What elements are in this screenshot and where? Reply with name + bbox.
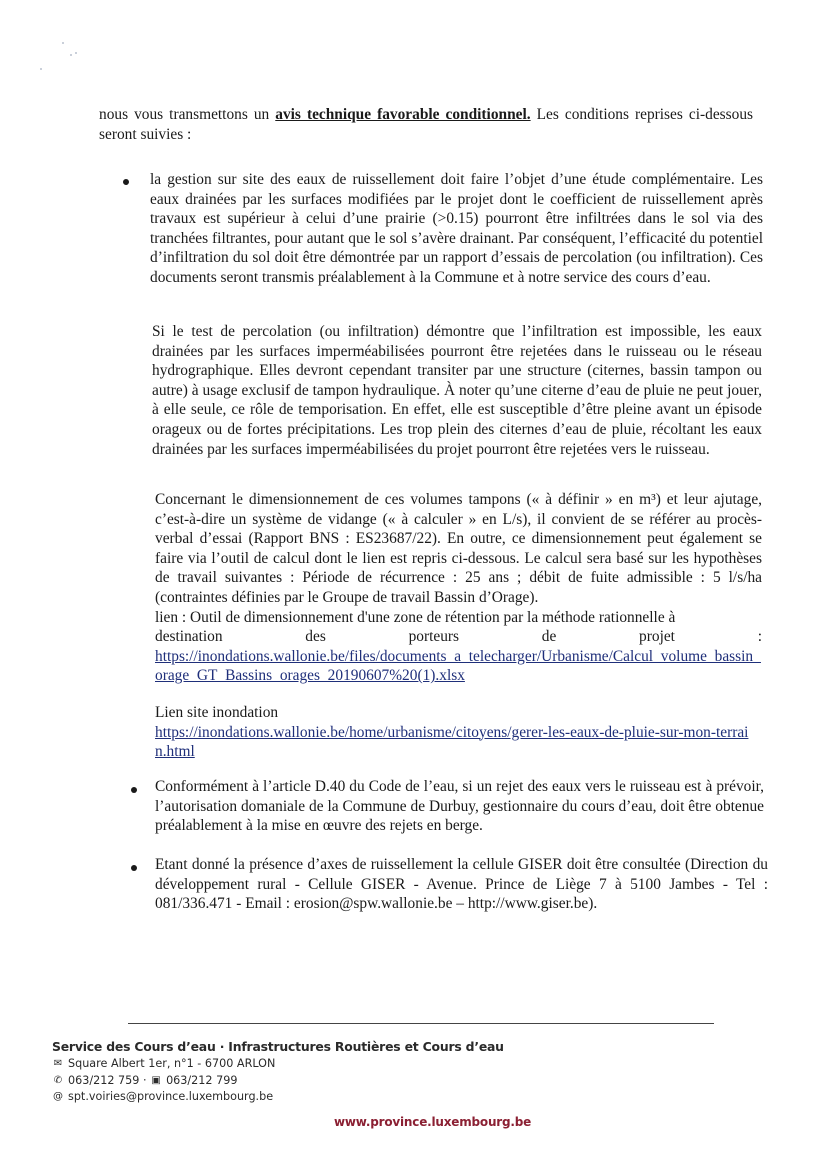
footer-address: Square Albert 1er, n°1 - 6700 ARLON (68, 1057, 276, 1070)
intro-paragraph (99, 105, 753, 144)
intro-before: nous vous transmettons un (99, 106, 276, 123)
footer-fax: 063/212 799 (166, 1073, 238, 1087)
fax-icon: ▣ (151, 1074, 161, 1086)
lien-word: destination (155, 628, 223, 646)
intro-after: Les conditions reprises ci-dessous seront suivies : (99, 106, 754, 143)
lien-word: projet (639, 628, 675, 646)
bullet2-text: Conformément à l’article D.40 du Code de l’eau, si un rejet des eaux vers le ruisseau est à prévoir, l’autorisation domaniale de la Commune de Durbuy, gestionnaire du cours d’eau, doit être obtenue préalablement à la mise en œuvre des rejets en berge. (155, 778, 764, 835)
email-icon: @ (53, 1091, 63, 1102)
flood-site-block (155, 703, 755, 762)
bullet1-continuation (152, 322, 762, 459)
envelope-icon: ✉ (53, 1058, 63, 1069)
phone-icon: ✆ (53, 1074, 63, 1086)
footer-email-line (52, 1089, 552, 1106)
bullet-dot (123, 179, 129, 185)
bullet3-text: Etant donné la présence d’axes de ruissellement la cellule GISER doit être consultée (Direction du développement rural - Cellule GISER - Avenue. Prince de Liège 7 à 5100 Jambes - Tel : 081/336.471 - Email : erosion@spw.wallonie.be – http://www.giser.be). (155, 856, 768, 913)
footer (52, 1039, 552, 1106)
bullet1-paragraph-2: Si le test de percolation (ou infiltration) démontre que l’infiltration est impossible, les eaux drainées par les surfaces imperméabilisées pourront être rejetées dans le ruisseau ou le réseau hydrographique. Elles devront cependant transiter par une structure (citernes, bassin tampon ou autre) à usage exclusif de tampon hydraulique. À noter qu’une citerne d’eau de pluie ne peut jouer, à elle seule, ce rôle de temporisation. En effet, elle est susceptible d’être pleine avant un épisode orageux ou de fortes précipitations. Les trop plein des citernes d’eau de pluie, récoltant les eaux drainées par les surfaces imperméabilisées du projet pourront être rejetées vers le ruisseau. (152, 323, 762, 458)
flood-site-label: Lien site inondation (155, 704, 279, 721)
lien-word: des (305, 628, 326, 646)
footer-phone-separator: · (139, 1073, 151, 1087)
footer-phone-line (52, 1073, 552, 1090)
lien-word: porteurs (408, 628, 460, 646)
bullet-item-stormwater (150, 170, 763, 288)
footer-heading: Service des Cours d’eau · Infrastructures Routières et Cours d’eau (52, 1039, 504, 1054)
footer-address-line (52, 1056, 552, 1073)
lien-word: de (541, 628, 557, 646)
tool-link-intro (155, 608, 762, 686)
bullet1-paragraph-3: Concernant le dimensionnement de ces volumes tampons (« à définir » en m³) et leur ajutage, c’est-à-dire un système de vidange (« à calculer » en L/s), il convient de se référer au procès-verbal d’essai (Rapport BNS : ES23687/22). En outre, ce dimensionnement peut également se faire via l’outil de calcul dont le lien est repris ci-dessous. Le calcul sera basé sur les hypothèses de travail suivantes : Période de récurrence : 25 ans ; débit de fuite admissible : 5 l/s/ha (contraintes définies par le Groupe de travail Bassin d’Orage). (155, 491, 762, 606)
footer-phone: 063/212 759 (68, 1073, 140, 1087)
footer-email: spt.voiries@province.luxembourg.be (68, 1090, 274, 1103)
bullet1-paragraph-1: la gestion sur site des eaux de ruissellement doit faire l’objet d’une étude complémentaire. Les eaux drainées par les surfaces modifiées par le projet dont le coefficient de ruissellement après travaux est supérieur à celui d’une prairie (>0.15) pourront être infiltrées dans le sol via des tranchées filtrantes, pour autant que le sol s’avère drainant. Par conséquent, l’efficacité du potentiel d’infiltration du sol doit être démontrée par un rapport d’essais de percolation (ou infiltration). Ces documents seront transmis préalablement à la Commune et à notre service des cours d’eau. (150, 171, 763, 286)
calcul-volume-link[interactable]: https://inondations.wallonie.be/files/documents_a_telecharger/Urbanisme/Calcul_volume_bassin_orage_GT_Bassins_orages_20190607%20(1).xlsx (155, 647, 761, 685)
bullet-item-giser (155, 855, 768, 914)
bullet-dot (131, 865, 137, 871)
footer-divider (128, 1023, 714, 1024)
lien-word: : (757, 628, 762, 646)
bullet1-dimensioning (155, 490, 762, 686)
tool-link-line1: lien : Outil de dimensionnement d'une zone de rétention par la méthode rationnelle à (155, 608, 676, 626)
tool-link-line2 (155, 627, 762, 647)
flood-site-link[interactable]: https://inondations.wallonie.be/home/urbanisme/citoyens/gerer-les-eaux-de-pluie-sur-mon-terrain.html (155, 723, 749, 761)
intro-emphasis: avis technique favorable conditionnel. (275, 106, 531, 123)
footer-website[interactable]: www.province.luxembourg.be (334, 1115, 532, 1129)
bullet-item-domanial-authorization (155, 777, 764, 836)
scan-specks (40, 42, 100, 82)
bullet-dot (131, 787, 137, 793)
